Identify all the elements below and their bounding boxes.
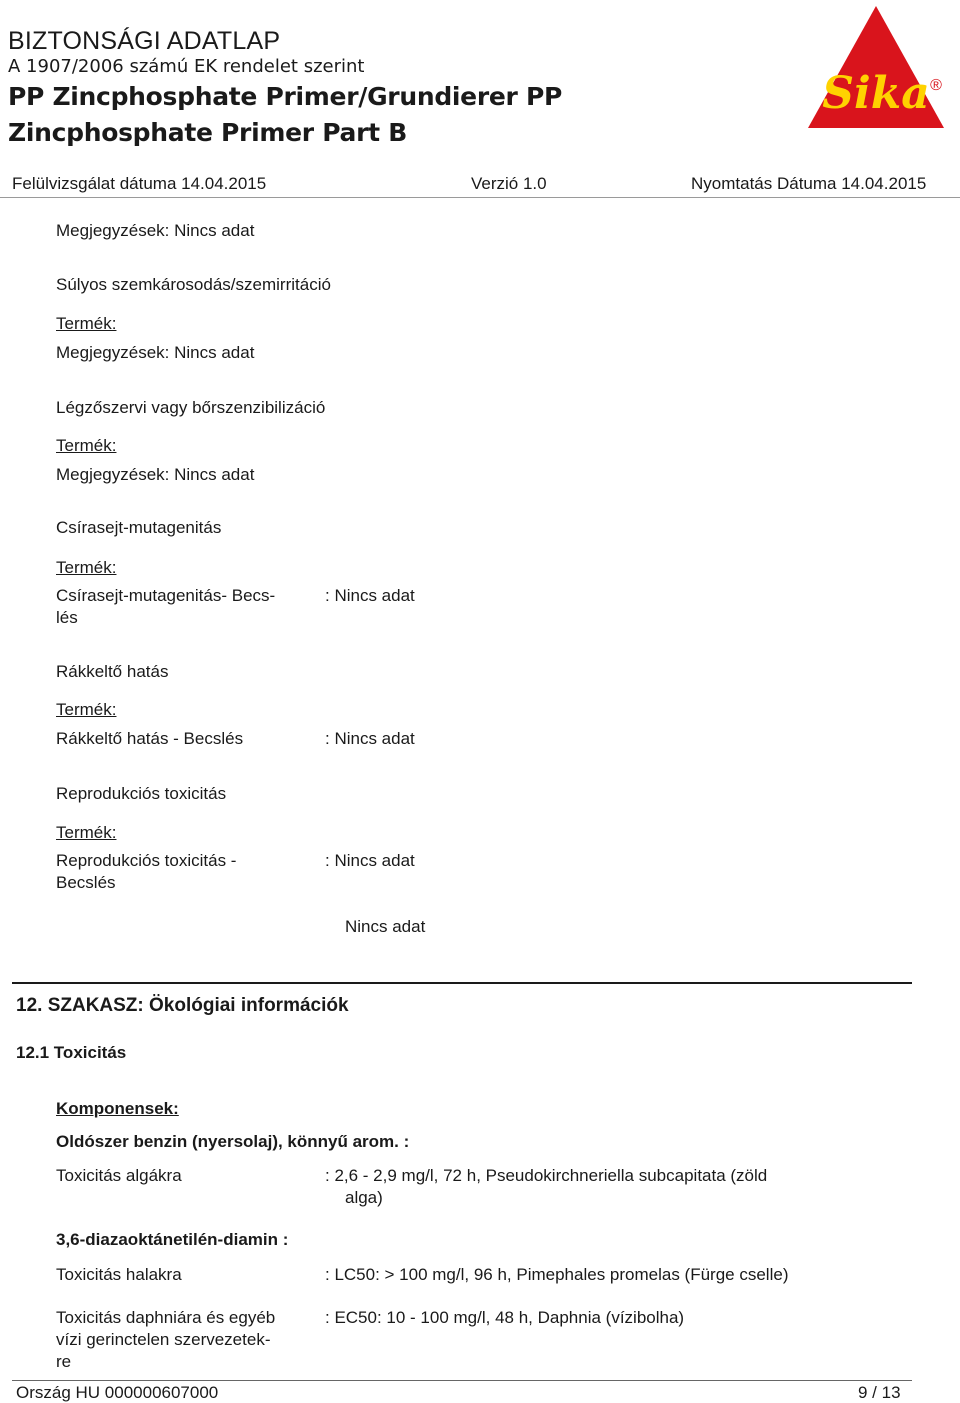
section-divider bbox=[12, 982, 912, 984]
regulation-line: A 1907/2006 számú EK rendelet szerint bbox=[8, 56, 365, 77]
registered-mark: ® bbox=[930, 77, 942, 94]
product-name-line-2: Zincphosphate Primer Part B bbox=[8, 118, 407, 147]
daphnia-toxicity-label-line-3: re bbox=[56, 1352, 72, 1371]
document-title: BIZTONSÁGI ADATLAP bbox=[8, 27, 281, 55]
product-name-line-1: PP Zincphosphate Primer/Grundierer PP bbox=[8, 82, 563, 111]
component-2-name: 3,6-diazaoktánetilén-diamin : bbox=[56, 1230, 289, 1249]
mutagenicity-heading: Csírasejt-mutagenitás bbox=[56, 518, 222, 537]
revision-date: Felülvizsgálat dátuma 14.04.2015 bbox=[12, 174, 267, 193]
section-12-title: 12. SZAKASZ: Ökológiai információk bbox=[16, 995, 349, 1016]
version: Verzió 1.0 bbox=[471, 174, 547, 193]
mutagenicity-label-line-2: lés bbox=[56, 608, 78, 627]
sika-logo-icon bbox=[806, 4, 954, 134]
carcinogenicity-value: : Nincs adat bbox=[325, 729, 415, 748]
footer-country: Ország HU 000000607000 bbox=[16, 1383, 219, 1402]
reproductive-toxicity-heading: Reprodukciós toxicitás bbox=[56, 784, 227, 803]
print-date: Nyomtatás Dátuma 14.04.2015 bbox=[691, 174, 927, 193]
mutagenicity-value: : Nincs adat bbox=[325, 586, 415, 605]
mutagenicity-label-line-1: Csírasejt-mutagenitás- Becs- bbox=[56, 586, 276, 605]
header-divider bbox=[0, 197, 960, 198]
algae-toxicity-value-line-2: alga) bbox=[345, 1188, 383, 1207]
daphnia-toxicity-value: : EC50: 10 - 100 mg/l, 48 h, Daphnia (vízibolha) bbox=[325, 1308, 685, 1327]
daphnia-toxicity-label-line-2: vízi gerinctelen szervezetek- bbox=[56, 1330, 271, 1349]
eye-product-label: Termék: bbox=[56, 314, 117, 333]
footer-divider bbox=[12, 1380, 912, 1381]
reproductive-product-label: Termék: bbox=[56, 823, 117, 842]
reproductive-value: : Nincs adat bbox=[325, 851, 415, 870]
daphnia-toxicity-label-line-1: Toxicitás daphniára és egyéb bbox=[56, 1308, 276, 1327]
components-label: Komponensek: bbox=[56, 1099, 179, 1118]
sika-logo bbox=[806, 4, 954, 134]
reproductive-note: Nincs adat bbox=[345, 917, 426, 936]
eye-remarks-text: Megjegyzések: Nincs adat bbox=[56, 343, 255, 362]
carcinogenicity-label: Rákkeltő hatás - Becslés bbox=[56, 729, 244, 748]
sensitization-heading: Légzőszervi vagy bőrszenzibilizáció bbox=[56, 398, 326, 417]
fish-toxicity-label: Toxicitás halakra bbox=[56, 1265, 182, 1284]
remarks-text: Megjegyzések: Nincs adat bbox=[56, 221, 255, 240]
eye-damage-heading: Súlyos szemkárosodás/szemirritáció bbox=[56, 275, 331, 294]
carcinogenicity-heading: Rákkeltő hatás bbox=[56, 662, 169, 681]
carcinogenicity-product-label: Termék: bbox=[56, 700, 117, 719]
reproductive-label-line-2: Becslés bbox=[56, 873, 116, 892]
page-number: 9 / 13 bbox=[858, 1383, 901, 1402]
component-1-name: Oldószer benzin (nyersolaj), könnyű arom. : bbox=[56, 1132, 410, 1151]
logo-text: Sika bbox=[822, 68, 930, 119]
subsection-12-1-title: 12.1 Toxicitás bbox=[16, 1043, 127, 1062]
mutagenicity-product-label: Termék: bbox=[56, 558, 117, 577]
algae-toxicity-label: Toxicitás algákra bbox=[56, 1166, 182, 1185]
reproductive-label-line-1: Reprodukciós toxicitás - bbox=[56, 851, 237, 870]
sensitization-product-label: Termék: bbox=[56, 436, 117, 455]
algae-toxicity-value-line-1: : 2,6 - 2,9 mg/l, 72 h, Pseudokirchneriella subcapitata (zöld bbox=[325, 1166, 768, 1185]
sensitization-remarks-text: Megjegyzések: Nincs adat bbox=[56, 465, 255, 484]
fish-toxicity-value: : LC50: > 100 mg/l, 96 h, Pimephales promelas (Fürge cselle) bbox=[325, 1265, 789, 1284]
